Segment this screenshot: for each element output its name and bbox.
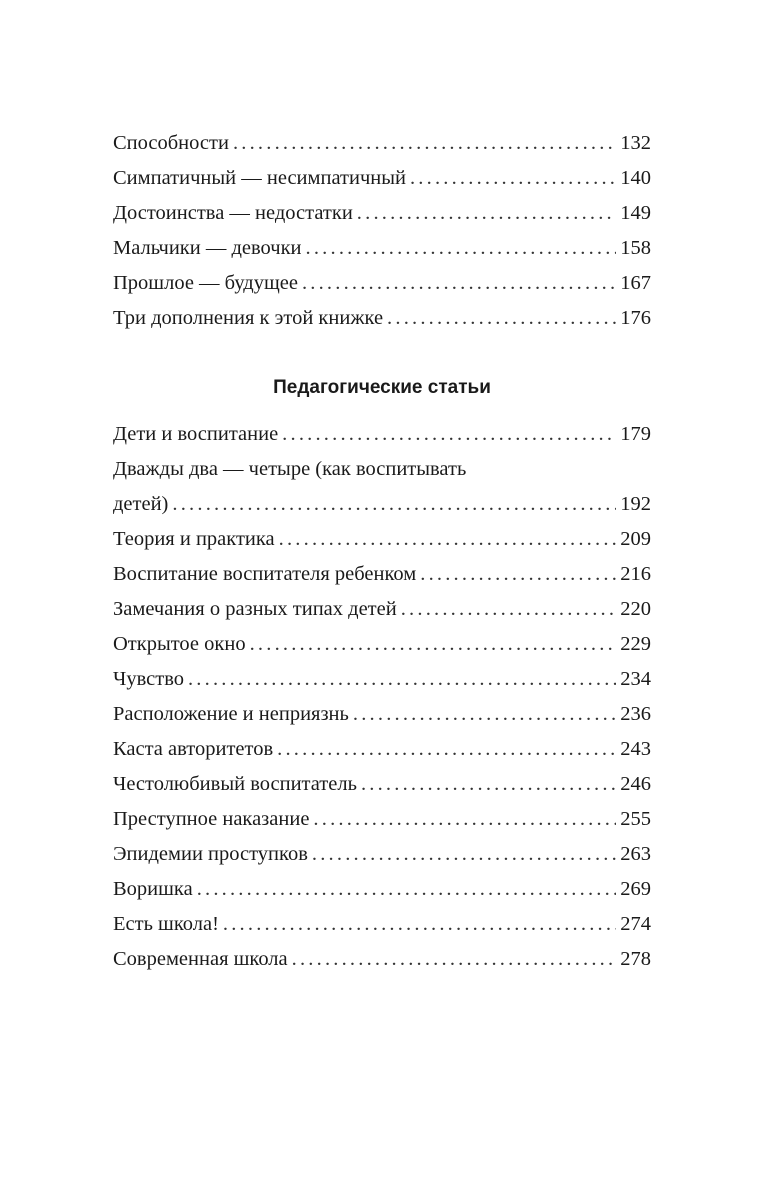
toc-entry (113, 522, 651, 557)
toc-entry-page: 278 (620, 948, 651, 970)
toc-entry (113, 907, 651, 942)
toc-entry-title: Открытое окно (113, 633, 246, 655)
toc-entry-title: Мальчики — девочки (113, 237, 302, 259)
toc-entry-title: Достоинства — недостатки (113, 202, 353, 224)
toc-entry-page: 179 (620, 423, 651, 445)
dot-leader (172, 487, 616, 522)
toc-entry (113, 697, 651, 732)
toc-bottom-section (113, 417, 651, 977)
toc-entry (113, 837, 651, 872)
toc-entry-title: Прошлое — будущее (113, 272, 298, 294)
toc-entry (113, 126, 651, 161)
dot-leader (302, 266, 616, 301)
toc-entry-page: 229 (620, 633, 651, 655)
toc-entry (113, 942, 651, 977)
toc-entry-page: 167 (620, 272, 651, 294)
toc-entry-title: Симпатичный — несимпатичный (113, 167, 406, 189)
toc-entry-title: Воспитание воспитателя ребенком (113, 563, 417, 585)
dot-leader (401, 592, 617, 627)
dot-leader (357, 196, 616, 231)
toc-entry-title: Каста авторитетов (113, 738, 274, 760)
dot-leader (361, 767, 616, 802)
toc-entry (113, 872, 651, 907)
toc-entry (113, 161, 651, 196)
toc-top-section (113, 126, 651, 336)
toc-entry-title: Преступное наказание (113, 808, 310, 830)
dot-leader (312, 837, 616, 872)
toc-entry-title: Замечания о разных типах детей (113, 598, 397, 620)
toc-entry (113, 732, 651, 767)
toc-entry-page: 269 (620, 878, 651, 900)
toc-entry (113, 767, 651, 802)
toc-entry-page: 220 (620, 598, 651, 620)
toc-entry-multiline (113, 452, 651, 522)
toc-entry-page: 176 (620, 307, 651, 329)
dot-leader (410, 161, 616, 196)
toc-entry-title-line1: Дважды два — четыре (как воспитывать (113, 458, 467, 480)
toc-entry-title: Современная школа (113, 948, 288, 970)
toc-entry-page: 234 (620, 668, 651, 690)
toc-entry-page: 158 (620, 237, 651, 259)
dot-leader (282, 417, 616, 452)
toc-entry (113, 627, 651, 662)
toc-entry (113, 592, 651, 627)
dot-leader (188, 662, 616, 697)
dot-leader (233, 126, 616, 161)
toc-entry-page: 255 (620, 808, 651, 830)
toc-entry-title: Воришка (113, 878, 193, 900)
toc-entry (113, 417, 651, 452)
section-heading: Педагогические статьи (273, 377, 491, 398)
dot-leader (279, 522, 617, 557)
toc-entry-title: Честолюбивый воспитатель (113, 773, 357, 795)
toc-entry-title: Эпидемии проступков (113, 843, 308, 865)
toc-entry-page: 192 (620, 493, 651, 515)
toc-entry-page: 274 (620, 913, 651, 935)
dot-leader (387, 301, 616, 336)
dot-leader (420, 557, 616, 592)
toc-entry-title: Дети и воспитание (113, 423, 279, 445)
toc-entry (113, 662, 651, 697)
toc-entry-title: Есть школа! (113, 913, 219, 935)
dot-leader (353, 697, 616, 732)
dot-leader (313, 802, 616, 837)
toc-entry-page: 140 (620, 167, 651, 189)
toc-entry-title: Три дополнения к этой книжке (113, 307, 384, 329)
toc-entry-title: Расположение и неприязнь (113, 703, 349, 725)
toc-entry-title: Способности (113, 132, 229, 154)
dot-leader (197, 872, 617, 907)
toc-entry (113, 487, 651, 522)
toc-entry-page: 209 (620, 528, 651, 550)
toc-entry-title-line2: детей) (113, 493, 169, 515)
dot-leader (292, 942, 617, 977)
toc-entry-title: Чувство (113, 668, 184, 690)
toc-entry-page: 132 (620, 132, 651, 154)
toc-entry (113, 231, 651, 266)
toc-entry-page: 243 (620, 738, 651, 760)
toc-entry (113, 802, 651, 837)
dot-leader (250, 627, 617, 662)
toc-entry (113, 196, 651, 231)
toc-entry-page: 149 (620, 202, 651, 224)
toc-entry (113, 266, 651, 301)
toc-entry (113, 301, 651, 336)
toc-entry-title: Теория и практика (113, 528, 275, 550)
dot-leader (223, 907, 616, 942)
dot-leader (306, 231, 617, 266)
toc-entry-page: 246 (620, 773, 651, 795)
toc-entry (113, 557, 651, 592)
toc-entry-page: 216 (620, 563, 651, 585)
toc-entry-page: 236 (620, 703, 651, 725)
dot-leader (277, 732, 616, 767)
toc-entry-page: 263 (620, 843, 651, 865)
